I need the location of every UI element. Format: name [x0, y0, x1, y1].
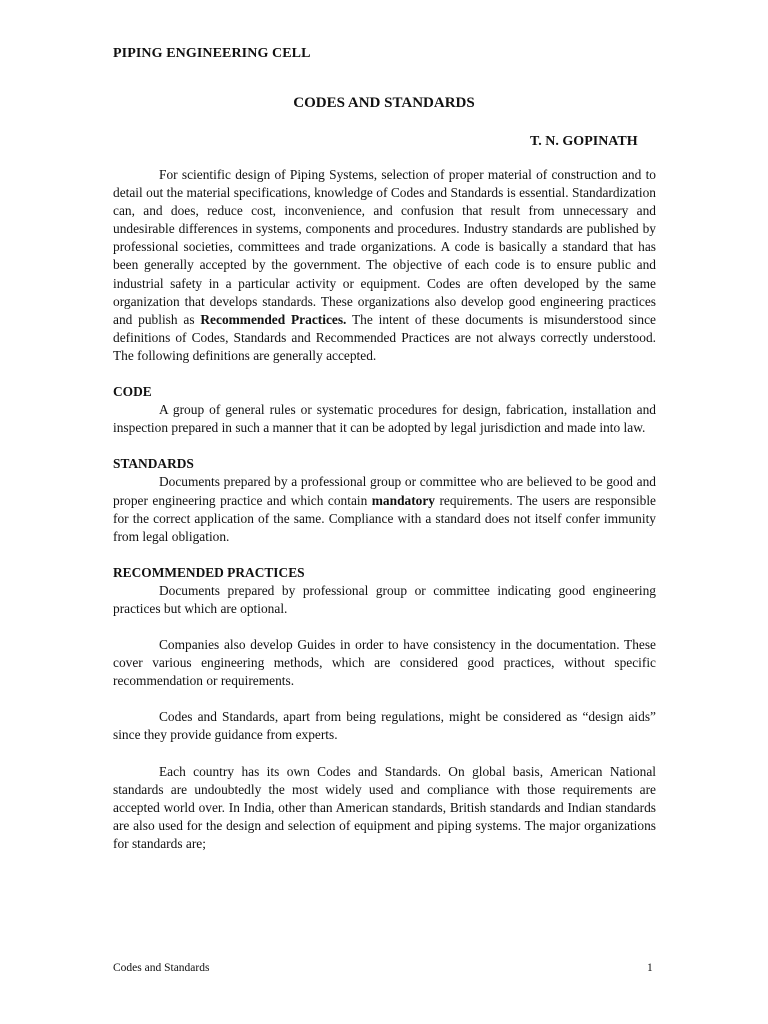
standards-text-1: Documents prepared by a professional group or committee who are believed to be good and proper engineering practice and which contain [113, 474, 656, 508]
standards-definition [113, 473, 656, 545]
document-title: CODES AND STANDARDS [293, 95, 475, 111]
author-name: T. N. GOPINATH [530, 134, 638, 149]
recommended-practices-definition: Documents prepared by professional group or committee indicating good engineering practices but which are optional. [113, 582, 656, 616]
running-header: PIPING ENGINEERING CELL [113, 46, 311, 61]
intro-text-1: For scientific design of Piping Systems, selection of proper material of construction and to detail out the material specifications, knowledge of Codes and Standards is essential. Standardization can, and does, reduce cost, inconvenience, and confusion that result from unnecessary and undesirable differences in systems, components and procedures. Industry standards are published by professional societies, committees and trade organizations. A code is basically a standard that has been generally accepted by the government. The objective of each code is to ensure public and industrial safety in a particular activity or equipment. Codes are often developed by the same organization that develops standards. These organizations also develop good engineering practices and publish as [113, 167, 656, 327]
standards-bold-term: mandatory [371, 492, 435, 508]
page-number: 1 [647, 962, 653, 974]
intro-text-2: The intent of these documents is misunderstood since definitions of Codes, Standards and Recommended Practices are not always correctly understood. The following definitions are generally accepted. [113, 311, 656, 363]
document-body [113, 166, 656, 853]
country-standards-paragraph: Each country has its own Codes and Standards. On global basis, American National standards are undoubtedly the most widely used and compliance with those requirements are accepted world over. In India, other than American standards, British standards and Indian standards are also used for the design and selection of equipment and piping systems. The major organizations for standards are; [113, 763, 656, 851]
footer-title: Codes and Standards [113, 962, 210, 974]
guides-paragraph: Companies also develop Guides in order to have consistency in the documentation. These cover various engineering methods, which are considered good practices, without specific recommendation or requirements. [113, 637, 656, 689]
code-heading: CODE [113, 384, 152, 400]
intro-paragraph [113, 166, 656, 365]
design-aids-paragraph: Codes and Standards, apart from being regulations, might be considered as “design aids” since they provide guidance from experts. [113, 709, 656, 743]
standards-text-2: requirements. The users are responsible for the correct application of the same. Compliance with a standard does not itself confer immunity from legal obligation. [113, 492, 656, 544]
standards-heading: STANDARDS [113, 456, 194, 472]
code-definition: A group of general rules or systematic procedures for design, fabrication, installation and inspection prepared in such a manner that it can be adopted by legal jurisdiction and made into law. [113, 402, 656, 436]
intro-bold-term: Recommended Practices. [200, 311, 347, 327]
recommended-practices-heading: RECOMMENDED PRACTICES [113, 564, 305, 580]
